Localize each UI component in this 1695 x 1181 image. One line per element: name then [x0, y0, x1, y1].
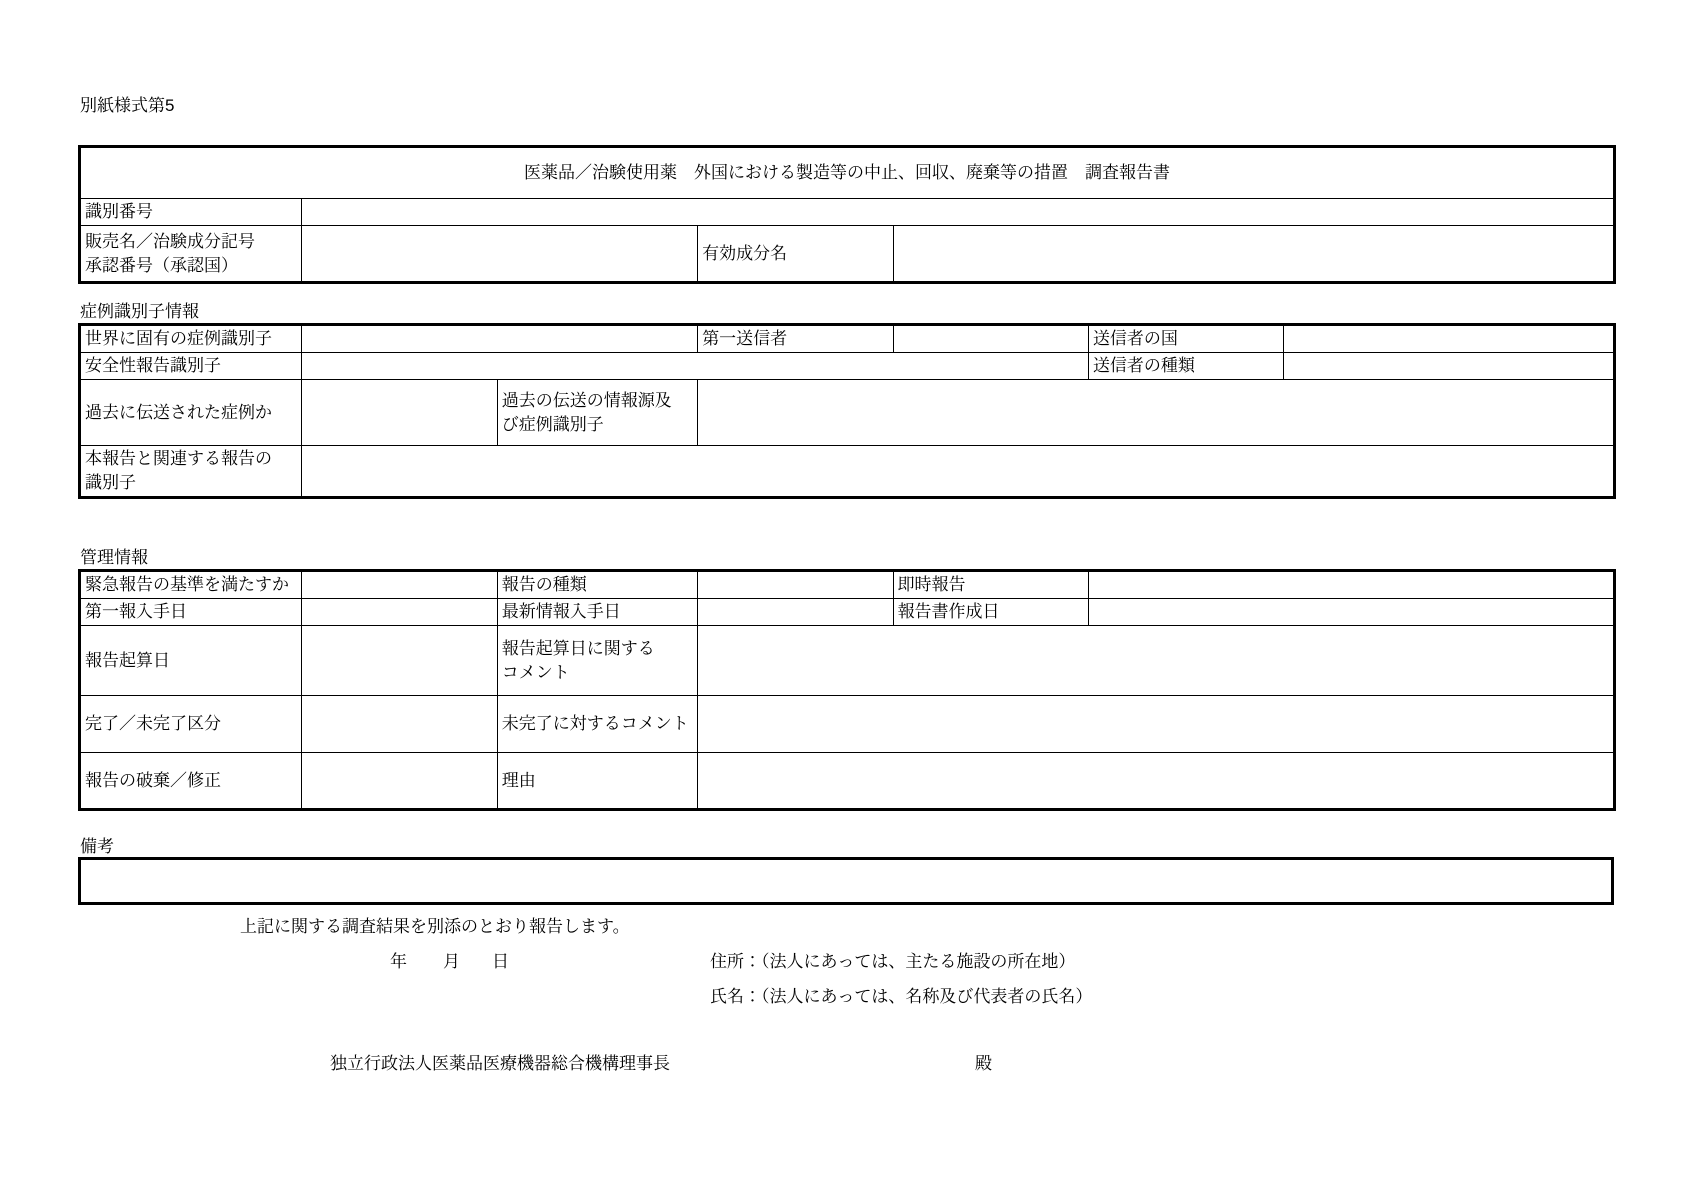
table-row [80, 380, 1615, 446]
recipient-title: 独立行政法人医薬品医療機器総合機構理事長 [330, 1054, 670, 1073]
date-year-label: 年 [390, 952, 407, 971]
table-row [80, 599, 1615, 626]
first-sender-label: 第一送信者 [698, 325, 893, 353]
table-row [80, 353, 1615, 380]
remarks-heading: 備考 [80, 837, 114, 856]
product-name-value-cell [302, 226, 698, 283]
sender-country-value-cell [1284, 325, 1615, 353]
case-identifier-section-heading: 症例識別子情報 [80, 302, 199, 321]
document-title: 医薬品／治験使用薬 外国における製造等の中止、回収、廃棄等の措置 調査報告書 [80, 147, 1615, 199]
report-type-value-cell [698, 571, 893, 599]
closing-statement: 上記に関する調査結果を別添のとおり報告します。 [240, 917, 630, 936]
report-nullification-label: 報告の破棄／修正 [80, 753, 302, 810]
report-type-label: 報告の種類 [497, 571, 697, 599]
recipient-honorific: 殿 [975, 1054, 992, 1073]
completion-status-value-cell [302, 696, 497, 753]
sender-type-value-cell [1284, 353, 1615, 380]
latest-info-received-date-value-cell [698, 599, 893, 626]
reason-value-cell [698, 753, 1615, 810]
immediate-report-value-cell [1088, 571, 1614, 599]
report-creation-date-value-cell [1088, 599, 1614, 626]
incomplete-comment-value-cell [698, 696, 1615, 753]
previous-transmission-source-label-line1: 過去の伝送の情報源及 [501, 390, 672, 410]
table-row [80, 446, 1615, 498]
latest-info-received-date-label: 最新情報入手日 [497, 599, 697, 626]
active-ingredient-value-cell [893, 226, 1615, 283]
active-ingredient-label: 有効成分名 [698, 226, 893, 283]
product-name-label [80, 226, 302, 283]
report-start-date-value-cell [302, 626, 497, 696]
report-nullification-value-cell [302, 753, 497, 810]
table-row [80, 753, 1615, 810]
table-row [80, 696, 1615, 753]
first-received-date-label: 第一報入手日 [80, 599, 302, 626]
previous-transmission-source-label [497, 380, 697, 446]
related-report-id-label-line1: 本報告と関連する報告の [85, 449, 272, 468]
first-sender-value-cell [893, 325, 1088, 353]
previous-transmission-source-value-cell [698, 380, 1615, 446]
sender-country-label: 送信者の国 [1088, 325, 1283, 353]
immediate-report-label: 即時報告 [893, 571, 1088, 599]
management-info-table [78, 569, 1616, 811]
worldwide-case-id-value-cell [302, 325, 698, 353]
date-month-label: 月 [443, 952, 460, 971]
product-name-label-line2: 承認番号（承認国） [85, 255, 238, 275]
sender-type-label: 送信者の種類 [1088, 353, 1283, 380]
report-start-date-label: 報告起算日 [80, 626, 302, 696]
report-start-date-comment-label-line1: 報告起算日に関する [501, 638, 655, 658]
address-label: 住所：（法人にあっては、主たる施設の所在地） [710, 952, 1076, 971]
header-table [78, 145, 1616, 284]
report-start-date-comment-label-line2: コメント [501, 662, 570, 682]
related-report-id-label-line2: 識別子 [85, 473, 136, 492]
remarks-value-box [78, 857, 1614, 905]
report-start-date-comment-value-cell [698, 626, 1615, 696]
table-row [80, 626, 1615, 696]
management-section-heading: 管理情報 [80, 548, 148, 567]
first-received-date-value-cell [302, 599, 497, 626]
worldwide-case-id-label: 世界に固有の症例識別子 [80, 325, 302, 353]
completion-status-label: 完了／未完了区分 [80, 696, 302, 753]
related-report-id-label [80, 446, 302, 498]
incomplete-comment-label: 未完了に対するコメント [497, 696, 697, 753]
previously-transmitted-label: 過去に伝送された症例か [80, 380, 302, 446]
table-row [80, 147, 1615, 199]
previous-transmission-source-label-line2: び症例識別子 [501, 414, 604, 434]
safety-report-id-value-cell [302, 353, 1089, 380]
table-row [80, 571, 1615, 599]
table-row [80, 325, 1615, 353]
table-row [80, 199, 1615, 226]
identification-number-label: 識別番号 [80, 199, 302, 226]
previously-transmitted-value-cell [302, 380, 497, 446]
report-creation-date-label: 報告書作成日 [893, 599, 1088, 626]
identification-number-value-cell [302, 199, 1615, 226]
expedited-criteria-label: 緊急報告の基準を満たすか [80, 571, 302, 599]
form-number-label: 別紙様式第5 [80, 96, 175, 115]
name-label: 氏名：（法人にあっては、名称及び代表者の氏名） [710, 987, 1093, 1006]
table-row [80, 226, 1615, 283]
product-name-label-line1: 販売名／治験成分記号 [85, 231, 255, 251]
expedited-criteria-value-cell [302, 571, 497, 599]
reason-label: 理由 [497, 753, 697, 810]
related-report-id-value-cell [302, 446, 1615, 498]
safety-report-id-label: 安全性報告識別子 [80, 353, 302, 380]
case-identifier-table [78, 323, 1616, 499]
report-start-date-comment-label [497, 626, 697, 696]
date-day-label: 日 [492, 952, 509, 971]
